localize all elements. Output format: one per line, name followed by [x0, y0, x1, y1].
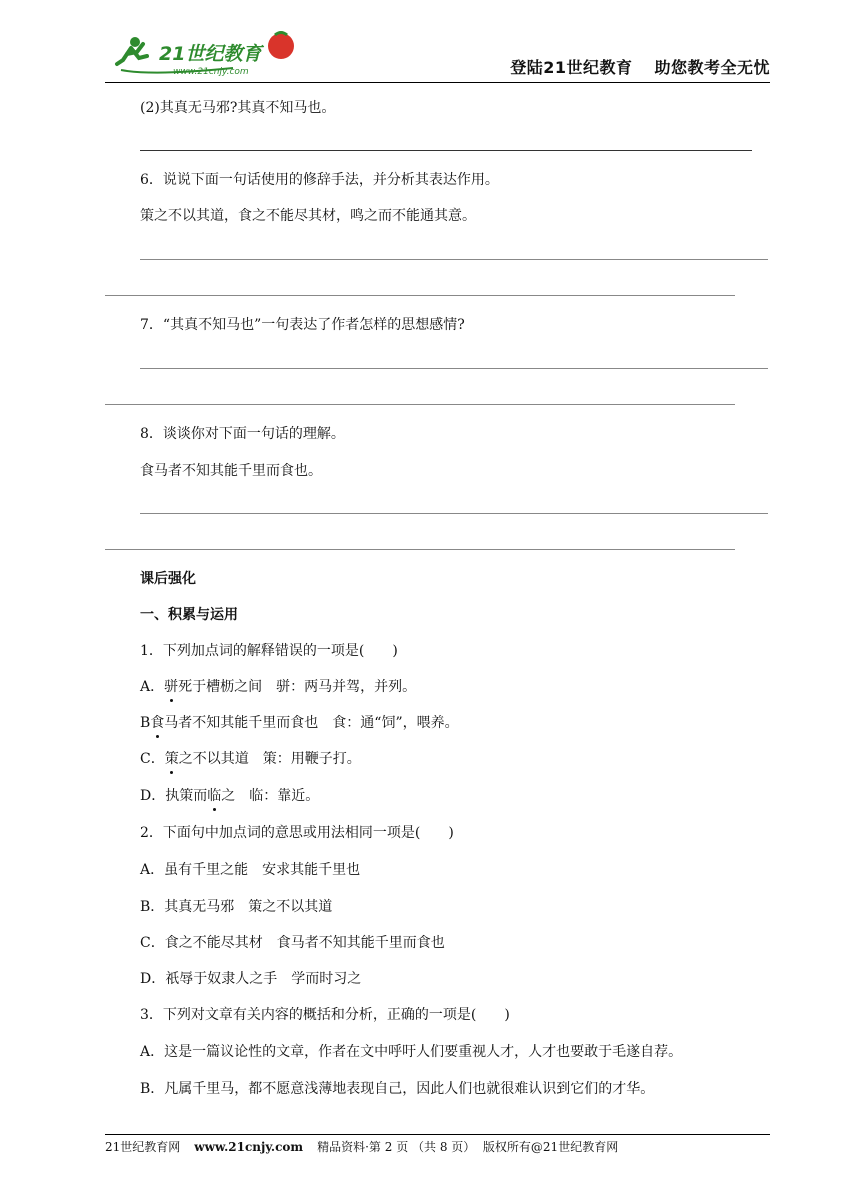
question-6-text: 策之不以其道，食之不能尽其材，鸣之而不能通其意。 — [140, 208, 476, 224]
footer-page-info: 精品资料·第 2 页 （共 8 页） — [317, 1140, 476, 1154]
mc-question-1: 1．下列加点词的解释错误的一项是( ) — [140, 643, 398, 659]
footer-left: 21世纪教育网 — [105, 1140, 181, 1154]
answer-line — [140, 368, 768, 369]
section-heading: 课后强化 — [140, 571, 196, 587]
logo-url-text: www.21cnjy.com — [173, 67, 249, 77]
subsection-heading: 一、积累与运用 — [140, 607, 238, 623]
mc3-option-b: B．凡属千里马，都不愿意浅薄地表现自己，因此人们也就很难认识到它们的才华。 — [140, 1081, 655, 1097]
page-footer — [105, 1134, 770, 1159]
footer-site-link[interactable]: www.21cnjy.com — [194, 1140, 304, 1154]
mc-question-2: 2．下面句中加点词的意思或用法相同一项是( ) — [140, 825, 454, 841]
answer-line — [140, 513, 768, 514]
logo-icon — [113, 30, 313, 80]
logo-text: 21世纪教育 — [159, 43, 262, 65]
answer-line — [105, 404, 735, 405]
question-8: 8．谈谈你对下面一句话的理解。 — [140, 426, 345, 442]
mc2-option-d: D．祇辱于奴隶人之手 学而时习之 — [140, 971, 362, 987]
dotted-word: 临 — [207, 788, 222, 804]
header-slogan: 助您教考全无忧 — [654, 58, 770, 77]
mc3-option-a: A．这是一篇议论性的文章，作者在文中呼吁人们要重视人才，人才也要敢于毛遂自荐。 — [140, 1044, 683, 1060]
mc2-option-b: B．其真无马邪 策之不以其道 — [140, 899, 333, 915]
mc2-option-a: A．虽有千里之能 安求其能千里也 — [140, 862, 361, 878]
mc1-option-c: C．策之不以其道 策：用鞭子打。 — [140, 751, 361, 767]
mc1-option-b: B食马者不知其能千里而食也 食：通“饲”，喂养。 — [140, 715, 459, 731]
page-header — [105, 30, 770, 83]
dotted-word: 策 — [164, 751, 179, 767]
question-6: 6．说说下面一句话使用的修辞手法，并分析其表达作用。 — [140, 172, 499, 188]
question-8-text: 食马者不知其能千里而食也。 — [140, 463, 322, 479]
answer-line — [140, 150, 752, 151]
mc1-option-a: A．骈死于槽枥之间 骈：两马并驾，并列。 — [140, 679, 417, 695]
question-5-2: (2)其真无马邪?其真不知马也。 — [140, 100, 336, 116]
mc-question-3: 3．下列对文章有关内容的概括和分析，正确的一项是( ) — [140, 1007, 510, 1023]
mc1-option-d: D．执策而临之 临：靠近。 — [140, 788, 320, 804]
answer-line — [105, 549, 735, 550]
answer-line — [140, 259, 768, 260]
header-title-group — [510, 55, 770, 78]
dotted-word: 骈 — [164, 679, 179, 695]
header-title: 登陆21世纪教育 — [510, 58, 633, 77]
footer-copyright: 版权所有@21世纪教育网 — [482, 1140, 619, 1154]
mc2-option-c: C．食之不能尽其材 食马者不知其能千里而食也 — [140, 935, 445, 951]
question-7: 7．“其真不知马也”一句表达了作者怎样的思想感情? — [140, 317, 465, 333]
dotted-word: 食 — [150, 715, 165, 731]
answer-line — [105, 295, 735, 296]
